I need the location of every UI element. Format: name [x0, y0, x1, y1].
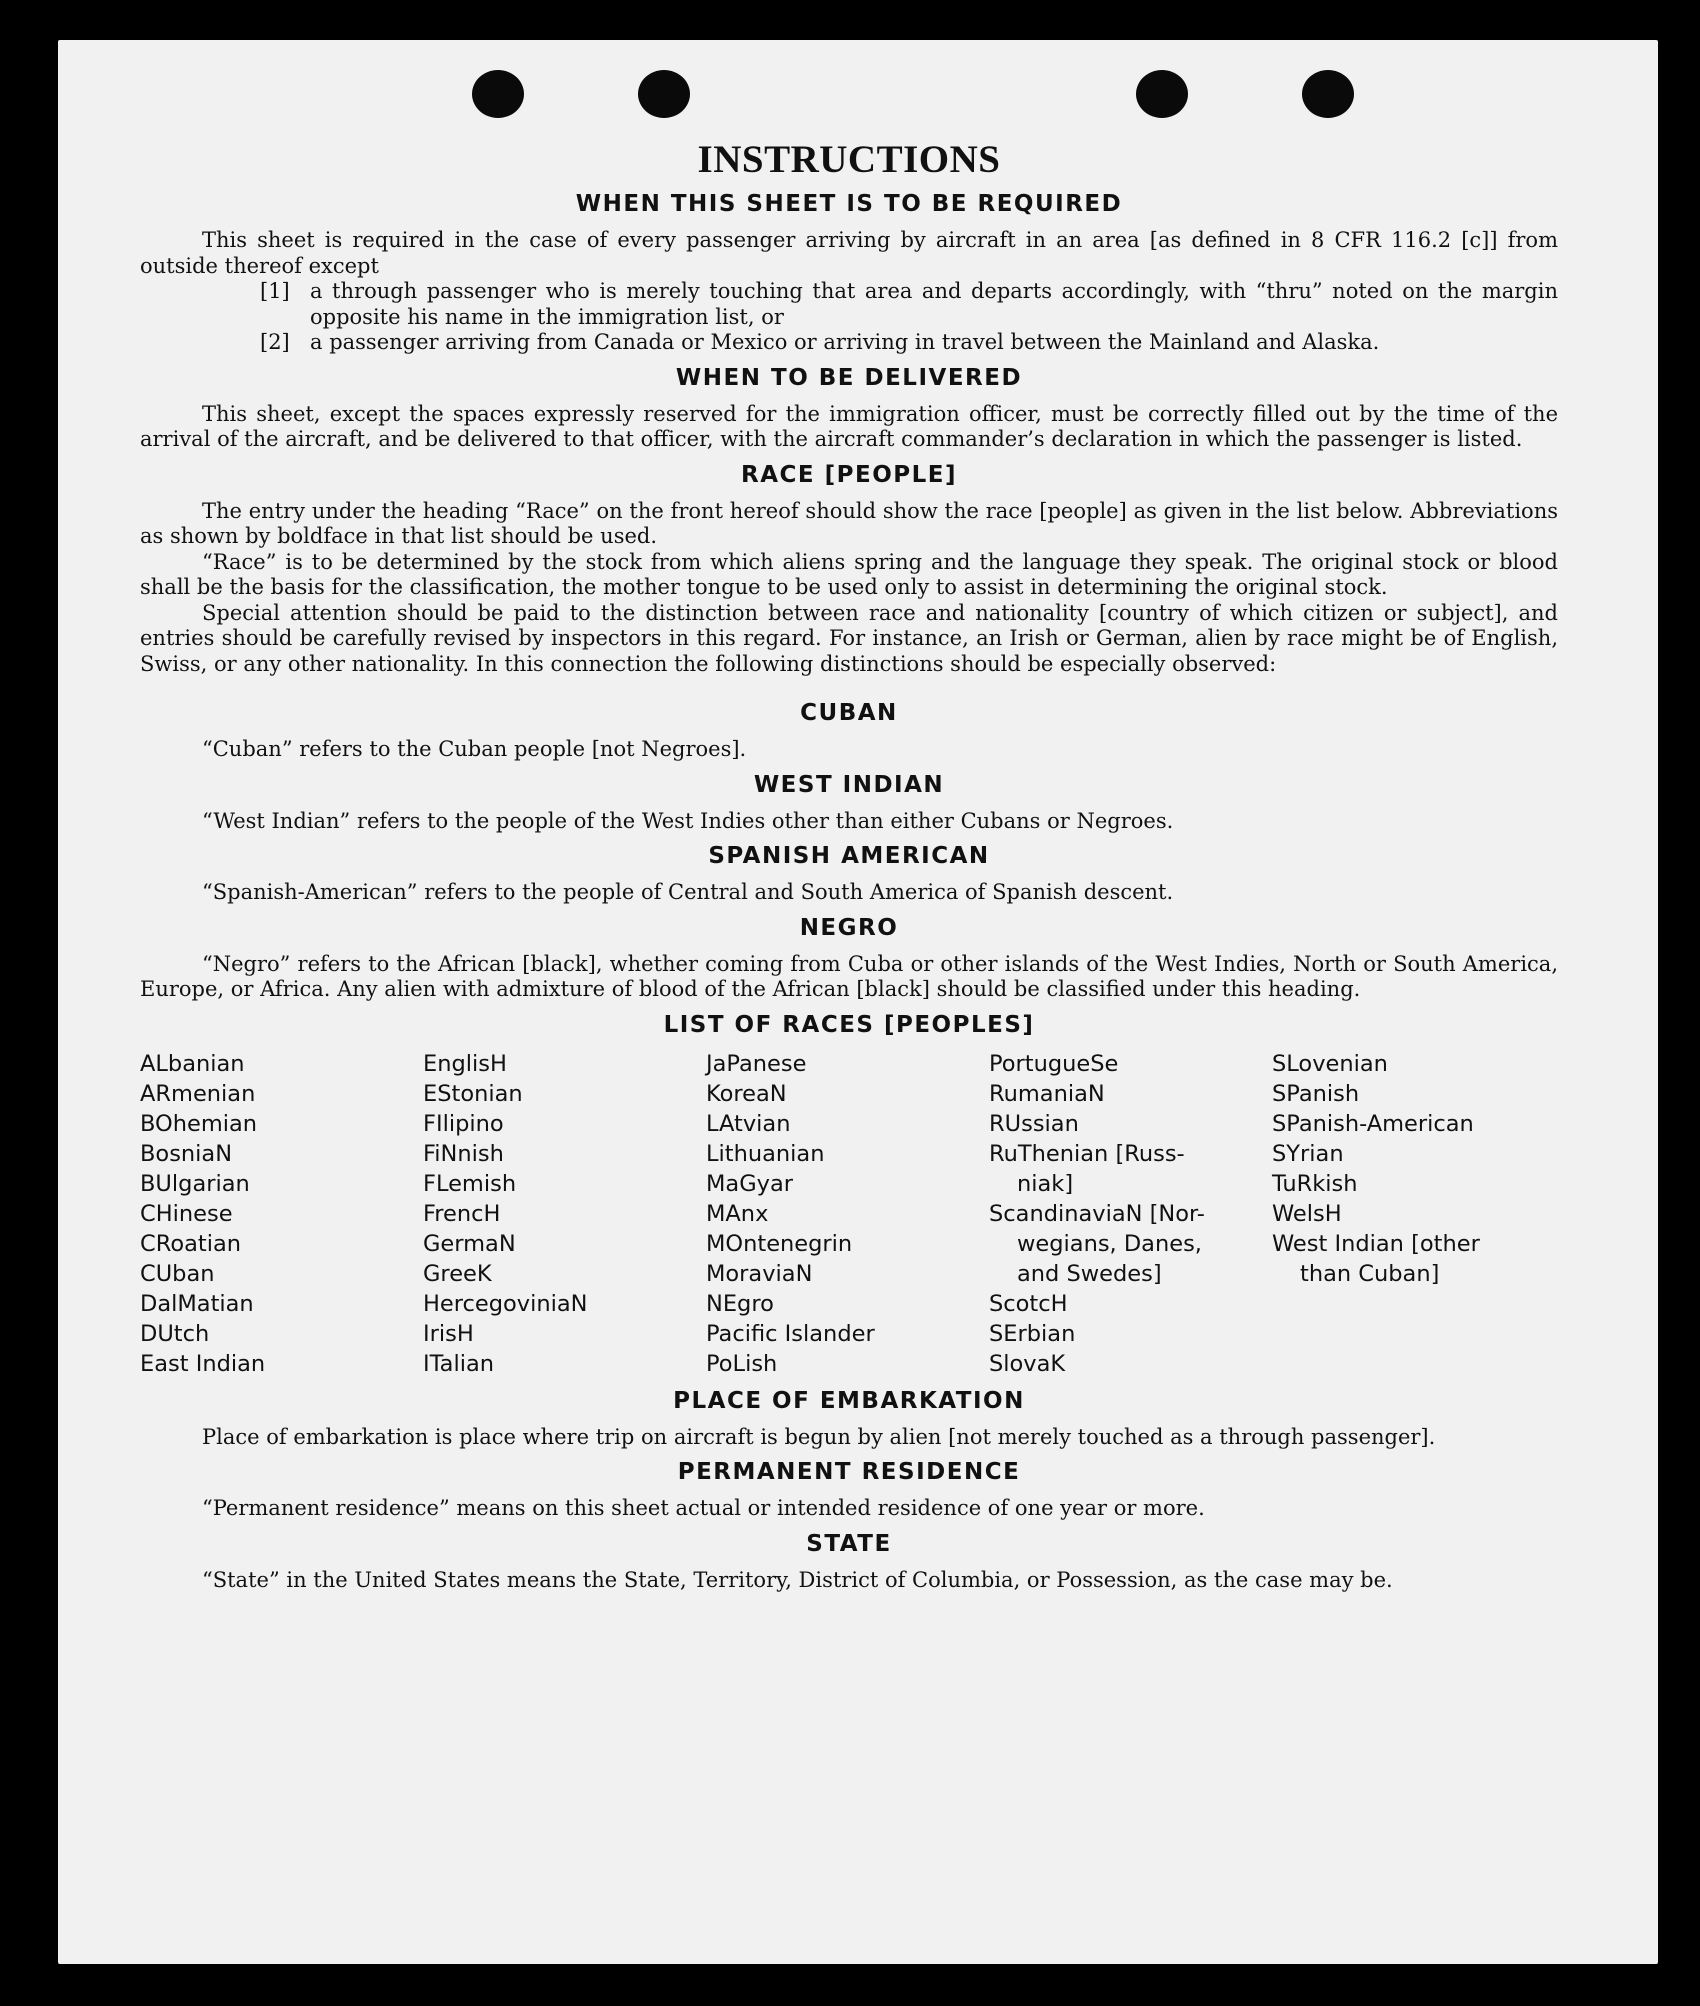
race-entry: SLovenian [1272, 1050, 1388, 1077]
race-entry: ITalian [423, 1350, 494, 1377]
race-column [1272, 1049, 1555, 1379]
section-heading-when-delivered: WHEN TO BE DELIVERED [675, 364, 1023, 391]
section-heading-state: STATE [806, 1530, 892, 1557]
spanish-american-text: “Spanish-American” refers to the people of Central and South America of Spanish descent. [202, 880, 1174, 904]
section-heading-spanish-american: SPANISH AMERICAN [708, 843, 990, 869]
race-entry: EnglisH [423, 1050, 507, 1077]
race-entry: MoraviaN [706, 1260, 813, 1287]
exception-text: a passenger arriving from Canada or Mexico or arriving in travel between the Mainland and Alaska. [310, 330, 1380, 354]
section-heading-embarkation: PLACE OF EMBARKATION [673, 1387, 1025, 1414]
race-entry: MaGyar [706, 1170, 793, 1197]
exception-number: [1] [260, 279, 290, 303]
punch-hole [1302, 70, 1354, 118]
race-entry: SYrian [1272, 1140, 1344, 1167]
race-entry: MAnx [706, 1200, 769, 1227]
page-title: INSTRUCTIONS [697, 138, 1001, 181]
race-entry: FrencH [423, 1200, 501, 1227]
race-entry: RumaniaN [989, 1080, 1105, 1107]
race-entry: RuThenian [Russ- [989, 1140, 1185, 1167]
punch-hole [472, 70, 524, 118]
when-delivered-text: This sheet, except the spaces expressly reserved for the immigration officer, must be correctly filled out by the time of the arrival of the aircraft, and be delivered to that officer, with the aircraft commander’s declaration in which the passenger is listed. [140, 401, 1558, 451]
race-entry-continued: than Cuban] [1300, 1260, 1440, 1287]
race-entry: LAtvian [706, 1110, 791, 1137]
race-entry: DUtch [140, 1320, 210, 1347]
state-text: “State” in the United States means the State, Territory, District of Columbia, or Possession, as the case may be. [202, 1567, 1393, 1592]
race-entry: CRoatian [140, 1230, 242, 1257]
section-heading-cuban: CUBAN [800, 700, 898, 726]
section-heading-negro: NEGRO [799, 914, 899, 941]
race-entry: FiNnish [423, 1140, 504, 1167]
race-entry-continued: wegians, Danes, [1017, 1230, 1202, 1257]
race-entry: BOhemian [140, 1110, 258, 1137]
exception-item [140, 330, 1558, 356]
race-entry: ScandinaviaN [Nor- [989, 1200, 1205, 1227]
race-entry: BosniaN [140, 1140, 233, 1167]
section-heading-list-of-races: LIST OF RACES [PEOPLES] [663, 1011, 1035, 1038]
when-required-intro: This sheet is required in the case of every passenger arriving by aircraft in an area [as defined in 8 CFR 116.2 [c]] from outside thereof except [140, 228, 1558, 278]
race-entry: CHinese [140, 1200, 233, 1227]
race-entry: TuRkish [1272, 1170, 1358, 1197]
cuban-text: “Cuban” refers to the Cuban people [not Negroes]. [202, 737, 747, 761]
race-entry: SlovaK [989, 1350, 1066, 1377]
race-entry: East Indian [140, 1350, 266, 1377]
race-entry: WelsH [1272, 1200, 1342, 1227]
race-column [706, 1049, 989, 1379]
embarkation-text: Place of embarkation is place where trip on aircraft is begun by alien [not merely touched as a through passenger]. [202, 1424, 1436, 1449]
race-entry: KoreaN [706, 1080, 787, 1107]
race-entry: SPanish-American [1272, 1110, 1474, 1137]
race-entry: PortugueSe [989, 1050, 1119, 1077]
race-entry: NEgro [706, 1290, 774, 1317]
race-paragraph-3: Special attention should be paid to the distinction between race and nationality [country of which citizen or subject], and entries should be carefully revised by inspectors in this regard. For instance, an Irish or German, alien by race might be of English, Swiss, or any other nationality. In this connection the following distinctions should be especially observed: [140, 600, 1558, 676]
race-paragraph-2: “Race” is to be determined by the stock from which aliens spring and the language they speak. The original stock or blood shall be the basis for the classification, the mother tongue to be used only to assist in determining the original stock. [140, 549, 1558, 599]
race-entry: JaPanese [706, 1050, 807, 1077]
exception-number: [2] [260, 330, 290, 354]
race-entry: CUban [140, 1260, 215, 1287]
race-entry: HercegoviniaN [423, 1290, 588, 1317]
race-entry: GermaN [423, 1230, 516, 1257]
race-entry: Lithuanian [706, 1140, 825, 1167]
race-entry: FLemish [423, 1170, 517, 1197]
race-entry: BUlgarian [140, 1170, 250, 1197]
section-heading-west-indian: WEST INDIAN [753, 771, 945, 798]
race-entry: SErbian [989, 1320, 1076, 1347]
race-column [989, 1049, 1272, 1379]
race-entry: Pacific Islander [706, 1320, 875, 1347]
race-entry-continued: niak] [1017, 1170, 1074, 1197]
section-heading-when-required: WHEN THIS SHEET IS TO BE REQUIRED [575, 191, 1123, 217]
section-heading-race: RACE [PEOPLE] [741, 461, 957, 488]
race-list [140, 1049, 1558, 1379]
race-entry: ARmenian [140, 1080, 256, 1107]
race-entry: GreeK [423, 1260, 492, 1287]
race-entry-continued: and Swedes] [1017, 1260, 1162, 1287]
race-column [423, 1049, 706, 1379]
section-heading-residence: PERMANENT RESIDENCE [677, 1459, 1021, 1485]
punch-hole [1136, 70, 1188, 118]
west-indian-text: “West Indian” refers to the people of the West Indies other than either Cubans or Negroes. [202, 808, 1174, 833]
race-entry: RUssian [989, 1110, 1079, 1137]
race-paragraph-1: The entry under the heading “Race” on the front hereof should show the race [people] as given in the list below. Abbreviations as shown by boldface in that list should be used. [140, 498, 1558, 548]
negro-text: “Negro” refers to the African [black], whether coming from Cuba or other islands of the West Indies, North or South America, Europe, or Africa. Any alien with admixture of blood of the African [black] should be classified under this heading. [140, 951, 1558, 1001]
race-entry: SPanish [1272, 1080, 1360, 1107]
race-entry: EStonian [423, 1080, 523, 1107]
race-entry: DalMatian [140, 1290, 254, 1317]
document-content [140, 138, 1558, 1593]
race-entry: PoLish [706, 1350, 778, 1377]
exception-text: a through passenger who is merely touching that area and departs accordingly, with “thru” noted on the margin opposite his name in the immigration list, or [310, 279, 1558, 329]
race-entry: West Indian [other [1272, 1230, 1480, 1257]
race-entry: ScotcH [989, 1290, 1068, 1317]
residence-text: “Permanent residence” means on this sheet actual or intended residence of one year or more. [202, 1496, 1205, 1520]
race-column [140, 1049, 423, 1379]
punch-hole [638, 70, 690, 118]
race-entry: ALbanian [140, 1050, 245, 1077]
race-entry: FIlipino [423, 1110, 504, 1137]
race-entry: MOntenegrin [706, 1230, 853, 1257]
exception-item [140, 279, 1558, 330]
race-entry: IrisH [423, 1320, 474, 1347]
